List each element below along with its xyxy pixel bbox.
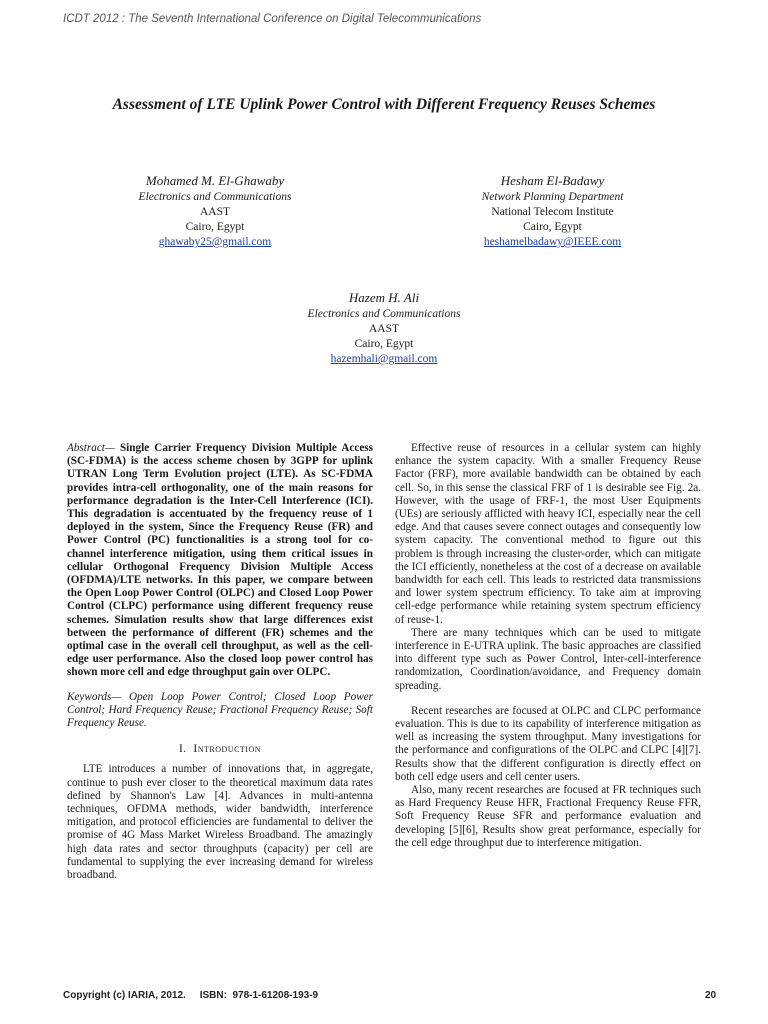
author-block-3 <box>284 289 484 367</box>
section-heading <box>67 743 373 756</box>
author-location: Cairo, Egypt <box>185 221 245 233</box>
author-affiliation: Electronics and Communications <box>307 308 461 320</box>
paper-title: Assessment of LTE Uplink Power Control with Different Frequency Reuses Schemes <box>112 96 656 113</box>
author-email-link[interactable]: hazemhali@gmail.com <box>330 353 438 365</box>
author-email-link[interactable]: heshamelbadawy@IEEE.com <box>483 236 622 248</box>
body-paragraph: Also, many recent researches are focused at FR techniques such as Hard Frequency Reuse HFR, Fractional Frequency Reuse FFR, Soft Frequency Reuse SFR and performance evaluation and developing [5][6], Results show great performance, especially for the cell edge throughput due to interference mitigation. <box>395 784 701 849</box>
author-block-2 <box>455 172 650 250</box>
keywords: Keywords— Open Loop Power Control; Closed Loop Power Control; Hard Frequency Reuse; Fractional Frequency Reuse; Soft Frequency Reuse. <box>67 690 373 730</box>
abstract-label: Abstract— <box>67 442 115 454</box>
left-column <box>67 442 373 882</box>
conference-header: ICDT 2012 : The Seventh International Conference on Digital Telecommunications <box>63 13 482 25</box>
author-email-link[interactable]: ghawaby25@gmail.com <box>158 236 272 248</box>
author-name: Hazem H. Ali <box>348 290 420 305</box>
body-paragraph: There are many techniques which can be used to mitigate interference in E-UTRA uplink. The basic approaches are classified into different type such as Power Control, Inter-cell-interference randomization, Coordination/avoidance, and Frequency domain spreading. <box>395 626 701 692</box>
author-name: Hesham El-Badawy <box>500 173 605 188</box>
author-block-1 <box>120 172 310 250</box>
intro-paragraph: LTE introduces a number of innovations that, in aggregate, continue to push ever closer to the theoretical maximum data rates defined by Shannon's Law [4]. Advances in multi-antenna techniques, OFDMA methods, wider bandwidth, interference mitigation, and protocol efficiencies are fundamental to deliver the promise of 4G Mass Market Wireless Broadband. The amazingly high data rates and sector throughputs (capacity) per cell are fundamental to supplying the ever increasing demand for wireless broadband. <box>67 763 373 882</box>
author-name: Mohamed M. El-Ghawaby <box>145 173 285 188</box>
section-number: I. <box>178 743 187 756</box>
author-affiliation: Electronics and Communications <box>138 191 292 203</box>
author-affiliation: Network Planning Department <box>481 191 624 203</box>
abstract <box>67 442 373 680</box>
author-org: AAST <box>199 206 231 218</box>
author-org: AAST <box>368 323 400 335</box>
body-paragraph: Recent researches are focused at OLPC and CLPC performance evaluation. This is due to its capability of interference mitigation as well as increasing the system throughput. Many investigations for the performance and configurations of the OLPC and CLPC [4][7]. Results show that the different configuration is directly effect on both cell edge users and cell center users. <box>395 704 701 783</box>
section-title: Introduction <box>193 743 262 756</box>
body-paragraph: Effective reuse of resources in a cellular system can highly enhance the system capacity. With a smaller Frequency Reuse Factor (FRF), more available bandwidth can be obtained by each cell. So, in this sense the classical FRF of 1 is desirable see Fig. 2a. However, with the usage of FRF-1, the most User Equipments (UEs) are seriously afflicted with heavy ICI, especially near the cell edge. And that causes severe connect outages and consequently low system capacity. The conventional method to figure out this problem is through increasing the cluster-order, which can mitigate the ICI efficiently, nonetheless at the cost of a decrease on available bandwidth for each cell. This leads to restricted data transmissions and lower system spectrum efficiency. To take aim at improving cell-edge performance while retaining system spectrum efficiency of reuse-1. <box>395 442 701 626</box>
author-location: Cairo, Egypt <box>523 221 582 233</box>
abstract-text: Single Carrier Frequency Division Multiple Access (SC-FDMA) is the access scheme chosen by 3GPP for uplink UTRAN Long Term Evolution project (LTE). As SC-FDMA provides intra-cell orthogonality, one of the main reasons for performance degradation is the Inter-Cell Interference (ICI). This degradation is accentuated by the frequency reuse of 1 deployed in the system, Since the Frequency Reuse (FR) and Power Control (PC) functionalities is a strong tool for co-channel interference mitigation, using them critical issues in cellular Orthogonal Frequency Division Multiple Access (OFDMA)/LTE networks. In this paper, we compare between the Open Loop Power Control (OLPC) and Closed Loop Power Control (CLPC) performance using different frequency reuse schemes. Simulation results show that large differences exist between the performance of different (FR) schemes and the optimal case in the overall cell throughput, as well as the cell-edge user performance. Also the closed loop power control has shown more cell and edge throughput gain over OLPC. <box>67 442 373 679</box>
page-number: 20 <box>705 990 717 1001</box>
author-org: National Telecom Institute <box>491 206 614 218</box>
footer-copyright: Copyright (c) IARIA, 2012. ISBN: 978-1-61208-193-9 <box>63 990 319 1001</box>
author-location: Cairo, Egypt <box>354 338 414 350</box>
right-column <box>395 442 701 850</box>
